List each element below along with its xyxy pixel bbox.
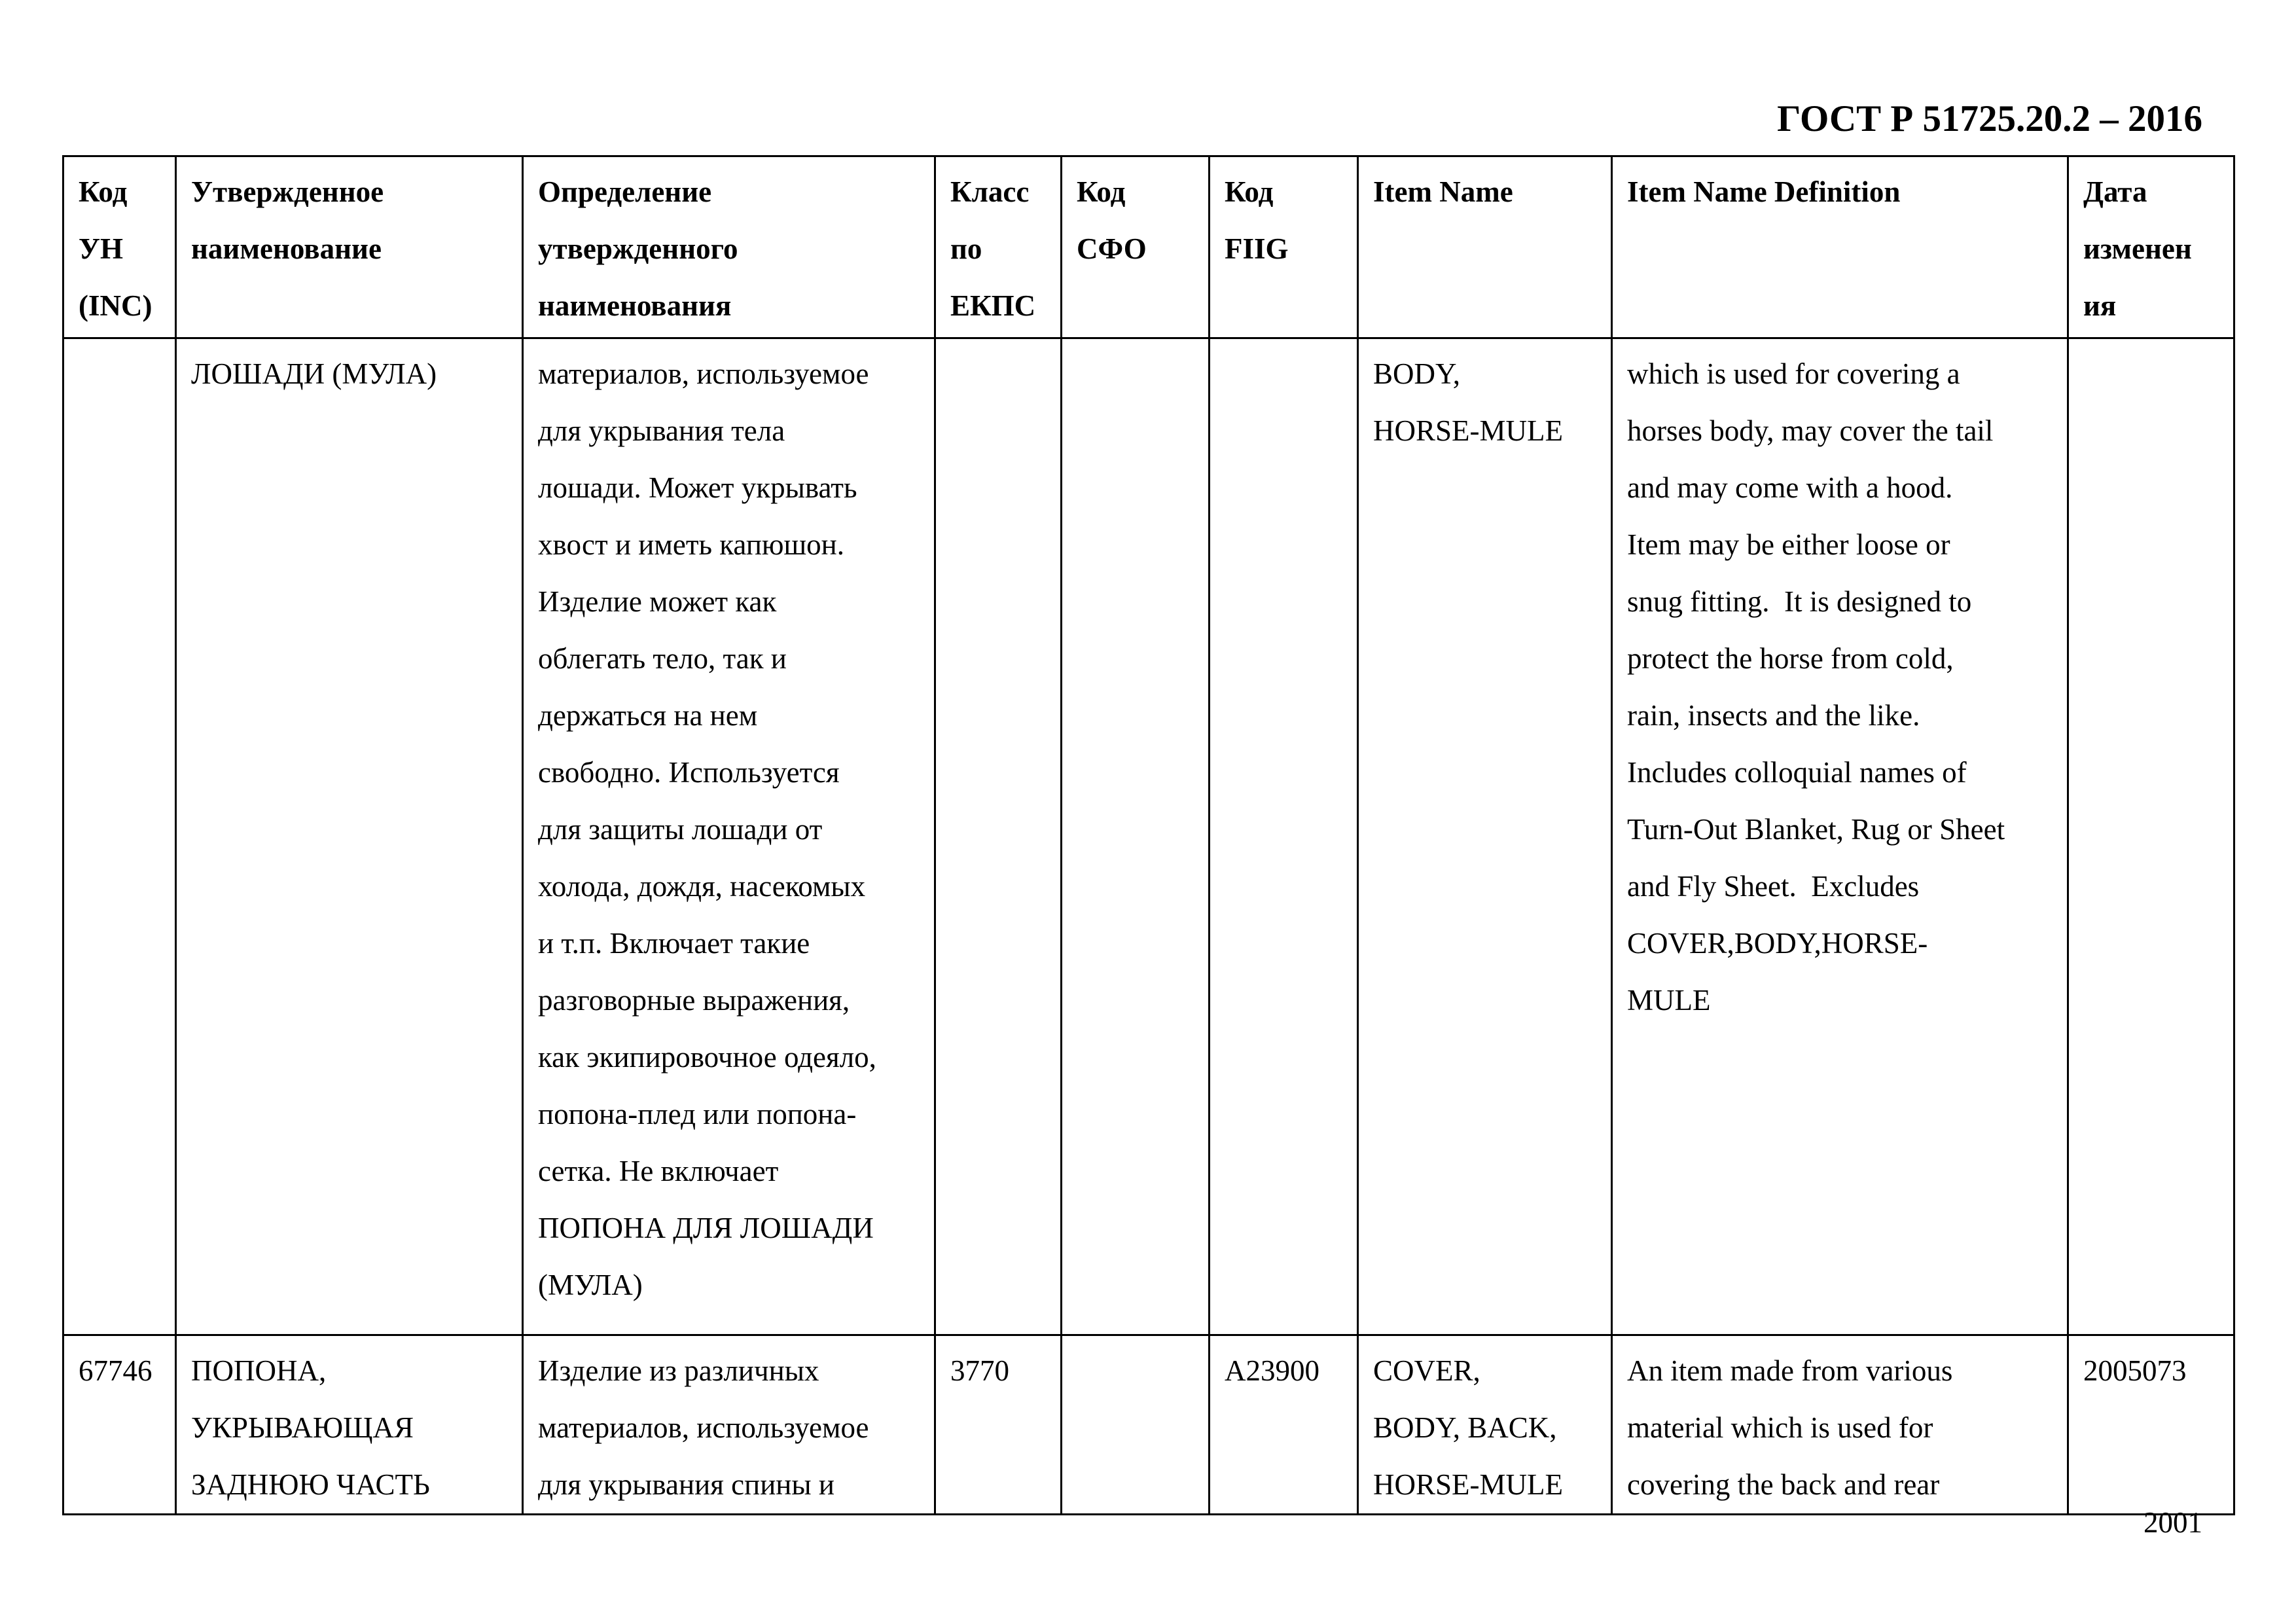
header-fiig-code: Код FIIG: [1210, 156, 1358, 338]
cell-item-name-definition: An item made from various material which is used for covering the back and rear: [1612, 1335, 2068, 1515]
table-row: [63, 338, 2234, 1335]
page-number: 2001: [2144, 1506, 2202, 1539]
cell-item-name: COVER, BODY, BACK, HORSE-MULE: [1358, 1335, 1612, 1515]
cell-sfo-code: [1062, 1335, 1210, 1515]
standard-title: ГОСТ Р 51725.20.2 – 2016: [1777, 98, 2202, 139]
table-row: [63, 1335, 2234, 1515]
cell-inc-code: 67746: [63, 1335, 176, 1515]
header-approved-name: Утвержденное наименование: [176, 156, 523, 338]
cell-approved-name: ПОПОНА, УКРЫВАЮЩАЯ ЗАДНЮЮ ЧАСТЬ: [176, 1335, 523, 1515]
header-sfo-code: Код СФО: [1062, 156, 1210, 338]
nomenclature-table: [62, 155, 2233, 1506]
cell-item-name-definition: which is used for covering a horses body, may cover the tail and may come with a hood. Item may be either loose or snug fitting. It is designed to protect the horse from cold, rain, insects and the like. Includes colloquial names of Turn-Out Blanket, Rug or Sheet and Fly Sheet. Excludes COVER,BODY,HORSE- MULE: [1612, 338, 2068, 1335]
cell-item-name: BODY, HORSE-MULE: [1358, 338, 1612, 1335]
cell-approved-name: ЛОШАДИ (МУЛА): [176, 338, 523, 1335]
header-change-date: Дата изменен ия: [2068, 156, 2234, 338]
cell-definition: материалов, используемое для укрывания тела лошади. Может укрывать хвост и иметь капюшон. Изделие может как облегать тело, так и держаться на нем свободно. Используется для защиты лошади от холода, дождя, насекомых и т.п. Включает такие разговорные выражения, как экипировочное одеяло, попона-плед или попона- сетка. Не включает ПОПОНА ДЛЯ ЛОШАДИ (МУЛА): [523, 338, 935, 1335]
cell-ekps-class: [935, 338, 1062, 1335]
cell-ekps-class: 3770: [935, 1335, 1062, 1515]
cell-fiig-code: [1210, 338, 1358, 1335]
header-inc-code: Код УН (INC): [63, 156, 176, 338]
header-approved-name-definition: Определение утвержденного наименования: [523, 156, 935, 338]
cell-definition: Изделие из различных материалов, используемое для укрывания спины и: [523, 1335, 935, 1515]
cell-change-date: [2068, 338, 2234, 1335]
cell-sfo-code: [1062, 338, 1210, 1335]
header-item-name-definition: Item Name Definition: [1612, 156, 2068, 338]
cell-inc-code: [63, 338, 176, 1335]
cell-change-date: 2005073: [2068, 1335, 2234, 1515]
cell-fiig-code: A23900: [1210, 1335, 1358, 1515]
table-header-row: [63, 156, 2234, 338]
header-item-name: Item Name: [1358, 156, 1612, 338]
header-ekps-class: Класс по ЕКПС: [935, 156, 1062, 338]
